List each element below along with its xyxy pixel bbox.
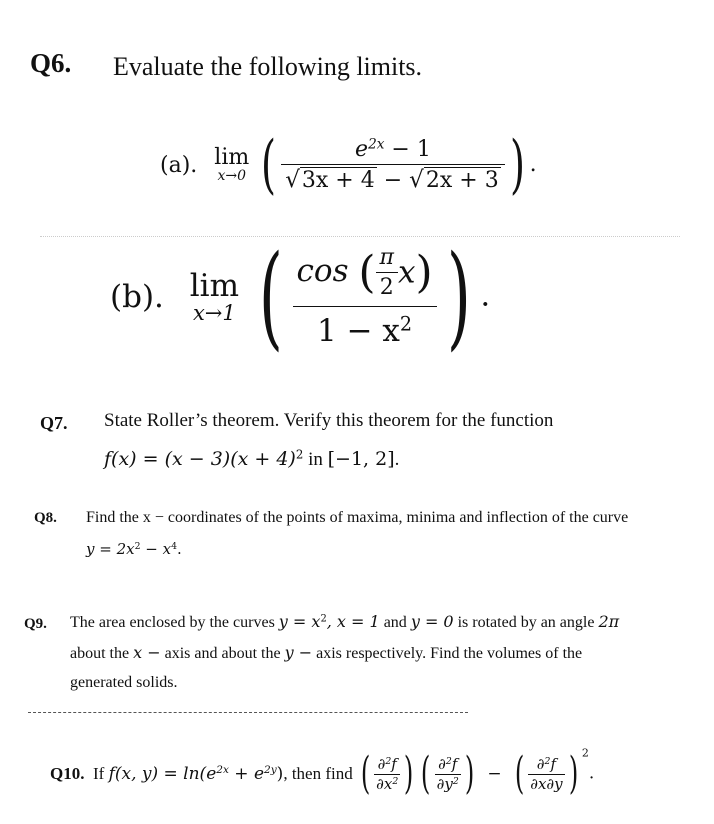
q10-partial: ∂ [377,755,386,773]
q7-in-word: in [303,449,328,470]
q9-line2b: x − [133,643,161,662]
q10-then: , then find [283,764,353,783]
q10-partial-exp: 2 [544,755,551,767]
q9-line1b-exp: 2 [320,613,327,625]
q6-number: Q6. [30,48,72,78]
q6a-left-paren: ( [261,128,277,202]
q7-end: . [394,449,400,470]
q6a-numerator [281,137,505,164]
q10-paren: ( [421,748,431,799]
q10-d2f-dx2 [374,756,400,792]
q10-number: Q10. [50,764,85,783]
q10-partial: ∂ [536,755,545,773]
q10-plus: + e [228,764,265,784]
q6a-expression [160,128,537,202]
q10-outer-exp: 2 [581,746,589,760]
q9-line2c: axis and about the [160,645,285,662]
q8-number-text: Q8. [34,510,57,526]
q6b-left-paren: ( [258,232,283,362]
q6b-x: x [397,254,416,291]
q8-curve-mid: − x [140,540,172,558]
q6a-den-root2: 2x + 3 [425,168,499,193]
q9-line1f: is rotated by an angle [453,614,599,631]
q10-exp2: 2y [264,764,277,777]
q6-heading [30,48,71,79]
q9-line1g: 2π [598,612,620,631]
q6a-right-paren: ) [509,128,525,202]
q10-dy-exp: 2 [452,775,459,787]
q10-paren: ) [568,748,578,799]
q6b-inner-left-paren: ( [358,247,376,298]
q10-f: f [391,755,397,773]
q6a-den-root1: 3x + 4 [301,168,375,193]
q10-f: f [451,755,458,773]
q10-paren: ) [464,748,475,799]
q6b-expression [110,232,490,362]
q8-end: . [177,540,182,558]
q10-exp1: 2x [216,764,229,777]
q10-minus: − [487,763,502,784]
q10-d2f-dxdy [528,756,564,792]
dashed-divider [28,712,468,713]
q7-function-exp: 2 [295,447,304,462]
q6a-end: . [529,152,537,177]
q6b-pi-over-2 [376,245,398,300]
q6b-label: (b). [110,279,164,315]
q6b-cos: cos [296,253,349,289]
q8-line1: Find the x − coordinates of the points of maxima, minima and inflection of the curve [86,509,629,526]
q8-number [34,510,57,527]
q6b-end: . [480,277,491,314]
q10-partial-exp: 2 [445,755,452,767]
q8-curve-exp2: 4 [171,540,178,552]
q9-line2d: y − [284,643,313,662]
q10-f: f [550,755,557,773]
q6b-numerator [293,245,437,306]
q9-line1c: , x = 1 [326,612,380,631]
q10-paren: ) [404,748,414,799]
q10-partial-exp: 2 [385,755,392,767]
q7-line2 [104,448,399,471]
q6a-num-rest: − 1 [384,137,431,162]
q7-interval: [−1, 2] [327,448,395,470]
q6a-label: (a). [160,152,198,178]
q6-title: Evaluate the following limits. [113,52,423,81]
q9-line1b: y = x [278,612,321,631]
q9-line2e: axis respectively. Find the volumes of the [312,645,583,662]
q9-line2a: about the [70,645,134,662]
q9-line1a: The area enclosed by the curves [70,614,279,631]
q10-if: If [92,764,109,783]
q9-line1e: y = 0 [410,612,454,631]
q6a-num-exp: 2x [368,136,385,153]
q9-line2 [70,643,582,663]
q6b-inner-right-paren: ) [415,247,433,298]
q6b-two: 2 [376,272,398,300]
q9-line3: generated solids. [70,674,178,691]
q9-line1 [70,612,619,632]
q7-line1: State Roller’s theorem. Verify this theorem for the function [104,410,554,431]
q10-dy: ∂y [436,774,453,793]
q6b-den-text: 1 − x [317,313,400,349]
q6a-denominator [281,164,505,193]
q10-dx-exp: 2 [392,775,399,787]
q6a-lim-word: lim [214,145,250,171]
sqrt-icon: √ [409,167,424,193]
q6b-limit [189,267,239,326]
q6b-lim-word: lim [189,267,239,304]
q10-paren: ( [514,748,525,799]
q8-line2 [86,540,182,558]
q6b-den-exp: 2 [399,312,413,336]
q6b-denominator [293,306,437,349]
q9-number-text: Q9. [24,616,47,632]
q9-number [24,616,47,633]
q6b-pi: π [379,245,394,270]
q10-end: . [588,763,595,784]
q10-dx: ∂x [376,774,393,793]
q10-function: f(x, y) = ln(e [108,764,217,784]
q7-function: f(x) = (x − 3)(x + 4) [104,448,296,470]
q7-number [40,413,68,434]
q9-line1d: and [379,614,411,631]
q6a-num-e: e [355,137,369,162]
q6a-lim-sub: x→0 [217,168,247,185]
sqrt-icon: √ [285,167,300,193]
q10-expression [357,746,595,799]
q7-number-text: Q7. [40,413,68,433]
q10-paren: ( [360,748,371,799]
q6b-right-paren: ) [446,232,471,362]
q6a-fraction [281,137,505,193]
q8-curve: y = 2x [86,540,135,558]
q10-prefix [50,765,353,783]
q10-close: ) [276,764,284,784]
q6b-lim-sub: x→1 [192,301,236,326]
q10-partial: ∂ [438,755,446,773]
q10-d2f-dy2 [435,756,461,792]
q6a-den-minus: − [376,168,410,193]
q6b-fraction [293,245,437,349]
q10-dxdy: ∂x∂y [530,774,563,793]
q8-curve-exp1: 2 [134,540,141,552]
q10-line [50,746,595,799]
q6a-limit [214,146,249,184]
